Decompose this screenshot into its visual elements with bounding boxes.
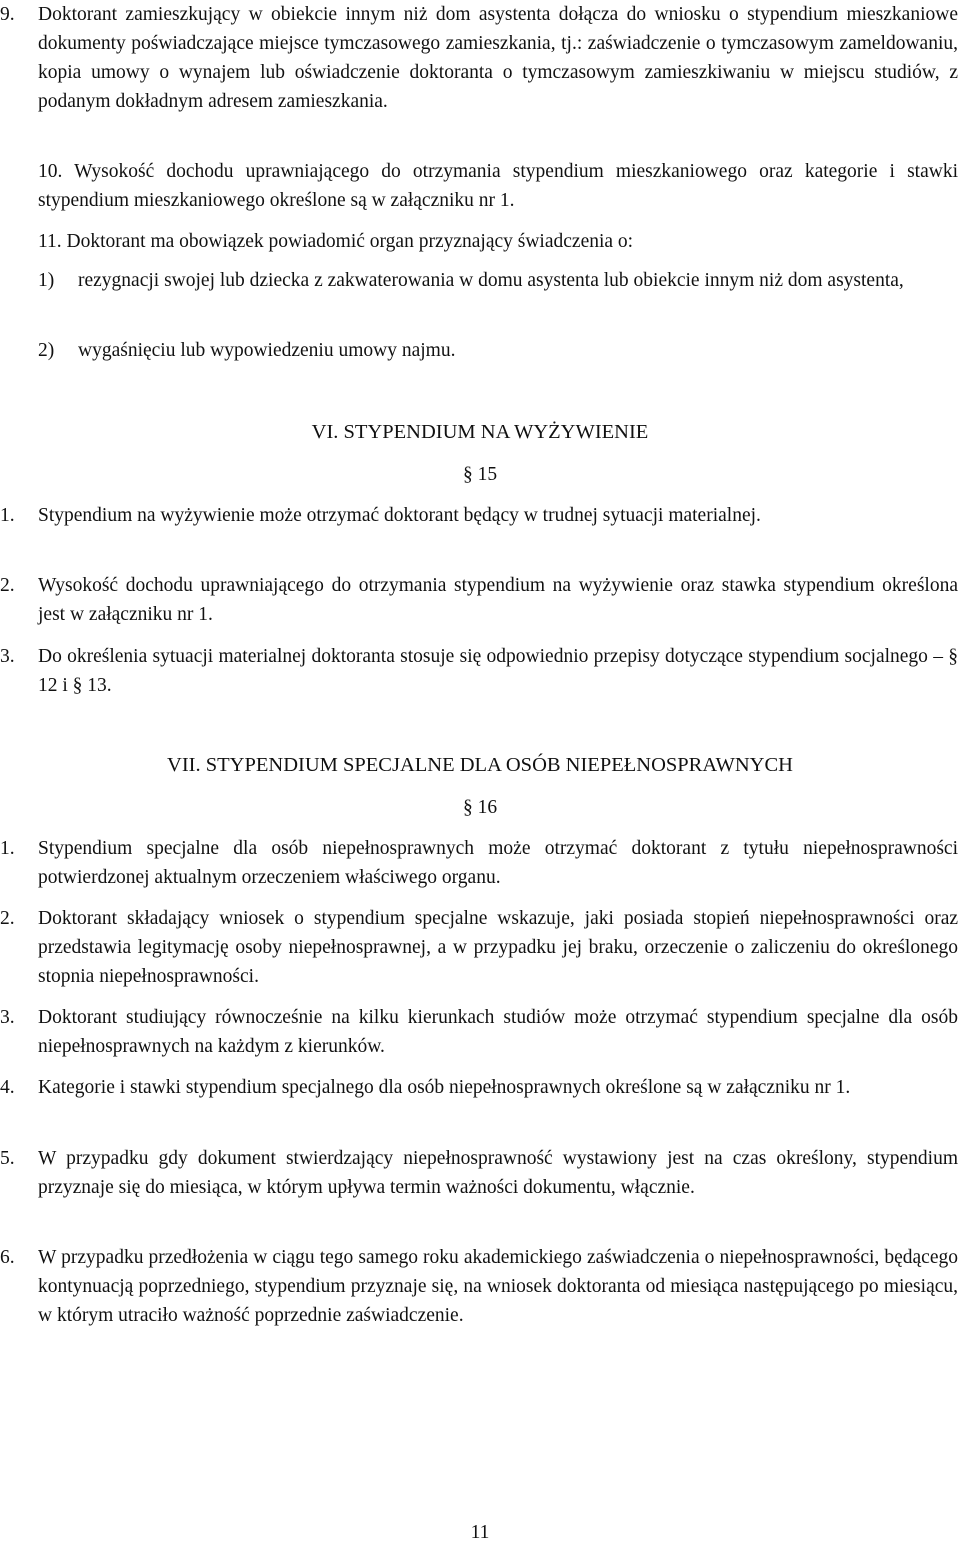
s6-item-3 <box>0 642 958 700</box>
item-number: 2. <box>0 908 15 929</box>
item-number: 9. <box>0 4 15 25</box>
item-text: Kategorie i stawki stypendium specjalnego dla osób niepełnosprawnych określone są w załączniku nr 1. <box>38 1077 851 1098</box>
subitem-number: 1) <box>38 270 55 291</box>
s7-item-3 <box>0 1003 958 1061</box>
item-number: 3. <box>0 646 15 667</box>
subitem-text: wygaśnięciu lub wypowiedzeniu umowy najmu. <box>78 340 456 361</box>
item-number: 5. <box>0 1148 15 1169</box>
item-text: Do określenia sytuacji materialnej doktoranta stosuje się odpowiednio przepisy dotyczące stypendium socjalnego – § 12 i § 13. <box>38 646 958 696</box>
item-number: 1. <box>0 505 15 526</box>
item-number: 1. <box>0 838 15 859</box>
item-11-sub-1 <box>38 266 958 295</box>
item-number: 3. <box>0 1007 15 1028</box>
item-text: Stypendium na wyżywienie może otrzymać doktorant będący w trudnej sytuacji materialnej. <box>38 505 761 526</box>
item-number: 4. <box>0 1077 15 1098</box>
item-text: Doktorant składający wniosek o stypendium specjalne wskazuje, jaki posiada stopień niepełnosprawności oraz przedstawia legitymację osoby niepełnosprawnej, a w przypadku jej braku, orzeczenie o zaliczeniu do określonego stopnia niepełnosprawności. <box>38 908 958 987</box>
item-number: 2. <box>0 575 15 596</box>
item-text: 10. Wysokość dochodu uprawniającego do otrzymania stypendium mieszkaniowego oraz kategorie i stawki stypendium mieszkaniowego określone są w załączniku nr 1. <box>38 161 958 211</box>
item-9 <box>0 0 958 116</box>
s6-item-1 <box>0 501 958 530</box>
s6-item-2 <box>0 571 958 629</box>
s7-item-2 <box>0 904 958 991</box>
item-10 <box>38 157 958 215</box>
s7-item-4 <box>0 1073 958 1102</box>
item-text: W przypadku przedłożenia w ciągu tego samego roku akademickiego zaświadczenia o niepełnosprawności, będącego kontynuacją poprzedniego, stypendium przyznaje się, na wniosek doktoranta od miesiąca następującego po miesiącu, w którym utraciło ważność poprzednie zaświadczenie. <box>38 1247 958 1326</box>
item-text: 11. Doktorant ma obowiązek powiadomić organ przyznający świadczenia o: <box>38 231 634 252</box>
section-heading: VII. STYPENDIUM SPECJALNE DLA OSÓB NIEPEŁNOSPRAWNYCH <box>167 754 793 776</box>
s7-item-5 <box>0 1144 958 1202</box>
subitem-number: 2) <box>38 340 55 361</box>
item-11 <box>38 227 958 256</box>
item-text: Doktorant studiujący równocześnie na kilku kierunkach studiów może otrzymać stypendium specjalne dla osób niepełnosprawnych na każdym z kierunków. <box>38 1007 958 1057</box>
paragraph-number: § 16 <box>462 797 498 818</box>
item-text: Wysokość dochodu uprawniającego do otrzymania stypendium na wyżywienie oraz stawka stypendium określona jest w załączniku nr 1. <box>38 575 958 625</box>
paragraph-number: § 15 <box>462 464 498 485</box>
item-text: Stypendium specjalne dla osób niepełnosprawnych może otrzymać doktorant z tytułu niepełnosprawności potwierdzonej aktualnym orzeczeniem właściwego organu. <box>38 838 958 888</box>
item-text: W przypadku gdy dokument stwierdzający niepełnosprawność wystawiony jest na czas określony, stypendium przyznaje się do miesiąca, w którym upływa termin ważności dokumentu, włącznie. <box>38 1148 958 1198</box>
page-number: 11 <box>470 1522 490 1543</box>
s7-item-1 <box>0 834 958 892</box>
subitem-text: rezygnacji swojej lub dziecka z zakwaterowania w domu asystenta lub obiekcie innym niż dom asystenta, <box>78 270 904 291</box>
section-heading: VI. STYPENDIUM NA WYŻYWIENIE <box>311 421 649 443</box>
s7-item-6 <box>0 1243 958 1330</box>
item-number: 6. <box>0 1247 15 1268</box>
item-text: Doktorant zamieszkujący w obiekcie innym niż dom asystenta dołącza do wniosku o stypendium mieszkaniowe dokumenty poświadczające miejsce tymczasowego zamieszkania, tj.: zaświadczenie o tymczasowym zameldowaniu, kopia umowy o wynajem lub oświadczenie doktoranta o tymczasowym zamieszkiwaniu w miejscu studiów, z podanym dokładnym adresem zamieszkania. <box>38 4 958 112</box>
item-11-sub-2 <box>38 336 958 365</box>
